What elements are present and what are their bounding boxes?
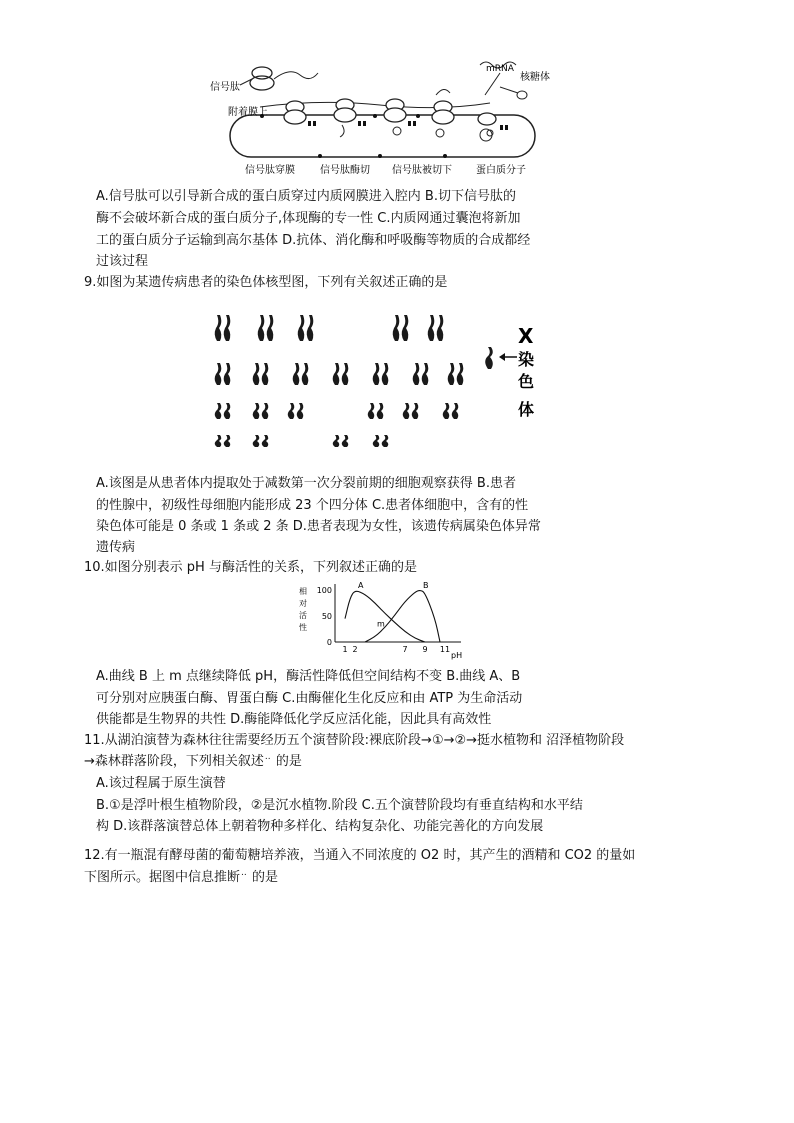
chromosome-39 [262,435,269,447]
label-signal-peptide: 信号肽 [210,82,240,93]
chromosome-26 [253,403,260,419]
chromosome-24 [215,403,222,419]
bound-ribosome-3 [384,99,416,135]
point-label-m: m [377,619,385,629]
chromosome-28 [288,403,295,419]
chromosome-27 [262,403,269,419]
xtick-label: 7 [402,645,408,654]
q12-stem-part-b: 的是 [252,870,279,885]
chromosome-14 [293,363,300,385]
ytick-label: 100 [316,586,332,595]
series-line-B [365,591,440,642]
xtick-label: 11 [439,645,451,654]
chromosome-35 [452,403,459,419]
ylabel-char-4: 性 [299,623,307,632]
q8-option-line-1: A.信号肽可以引导新合成的蛋白质穿过内质网膜进入腔内 B.切下信号肽的 [96,189,516,204]
chromosome-2 [258,315,265,341]
chromosome-16 [333,363,340,385]
chromosome-22 [448,363,455,385]
q12-stem-line-2: 下图所示。据图中信息推断 .. 的是 [84,868,279,885]
q11-option-b: B.①是浮叶根生植物阶段，②是沉水植物.阶段 C.五个演替阶段均有垂直结构和水平结 [96,798,583,813]
q8-option-line-2: 酶不会破坏新合成的蛋白质分子,体现酶的专一性 C.内质网通过囊泡将新加 [96,211,521,226]
chromosome-18 [373,363,380,385]
chromosome-42 [373,435,380,447]
q10-stem: 10.如图分别表示 pH 与酶活性的关系，下列叙述正确的是 [84,560,417,575]
label-attached-membrane: 附着膜上 [228,107,268,118]
q10-option-line-3: 供能都是生物界的共性 D.酶能降低化学反应活化能，因此具有高效性 [96,712,492,727]
bound-ribosome-1 [284,101,316,126]
chromosome-34 [443,403,450,419]
chart-y-label [299,586,307,632]
q11-option-c: 构 D.该群落演替总体上朝着物种多样化、结构复杂化、功能完善化的方向发展 [96,819,544,834]
x-label-char-1: 染 [518,350,535,369]
chromosome-12 [253,363,260,385]
xtick-label: 2 [352,645,358,654]
chromosome-10 [215,363,222,385]
chromosome-19 [382,363,389,385]
chromosome-21 [422,363,429,385]
chromosome-20 [413,363,420,385]
chromosome-6 [393,315,400,341]
chromosome-40 [333,435,340,447]
chromosome-4 [298,315,305,341]
chromosome-groups [215,315,493,447]
xlabel-ph: pH [451,651,463,660]
chromosome-15 [302,363,309,385]
q9-option-line-4: 遗传病 [96,540,136,555]
bound-ribosome-4 [432,89,454,137]
q9-option-line-3: 染色体可能是 0 条或 1 条或 2 条 D.患者表现为女性，该遗传病属染色体异常 [96,519,541,534]
caption-step-4: 蛋白质分子 [476,165,526,176]
ylabel-char-3: 活 [299,611,307,620]
chromosome-38 [253,435,260,447]
q11-stem-line-1: 11.从湖泊演替为森林往往需要经历五个演替阶段:裸底阶段→①→②→挺水植物和 沼泽植物阶段 [84,733,625,748]
chromosome-13 [262,363,269,385]
ylabel-char-1: 相 [299,587,307,596]
chromosome-3 [267,315,274,341]
ytick-label: 0 [326,638,332,647]
ylabel-char-2: 对 [299,599,307,608]
chromosome-29 [297,403,304,419]
chromosome-32 [403,403,410,419]
q12-stem-line-1: 12.有一瓶混有酵母菌的葡萄糖培养液，当通入不同浓度的 O2 时，其产生的酒精和 CO2 的量如 [84,848,636,863]
q9-option-line-2: 的性腺中，初级性母细胞内能形成 23 个四分体 C.患者体细胞中，含有的性 [96,498,529,513]
chromosome-8 [428,315,435,341]
caption-step-3: 信号肽被切下 [392,165,452,176]
x-label-letter: X [518,324,534,348]
chromosome-5 [307,315,314,341]
x-label-char-3: 体 [518,400,535,419]
karyotype-figure [205,305,550,460]
chromosome-11 [224,363,231,385]
signal-peptide-diagram [200,55,560,180]
caption-step-2: 信号肽酶切 [320,165,370,176]
chromosome-7 [402,315,409,341]
label-ribosome: 核糖体 [520,72,550,83]
x-label-char-2: 色 [518,372,535,391]
q9-option-line-1: A.该图是从患者体内提取处于减数第一次分裂前期的细胞观察获得 B.患者 [96,476,516,491]
q9-stem: 9.如图为某遗传病患者的染色体核型图，下列有关叙述正确的是 [84,275,448,290]
chromosome-17 [342,363,349,385]
q10-option-line-1: A.曲线 B 上 m 点继续降低 pH，酶活性降低但空间结构不变 B.曲线 A、B [96,669,521,684]
chromosome-9 [437,315,444,341]
bound-ribosome-2 [334,99,366,137]
chromosome-0 [215,315,222,341]
xtick-label: 9 [422,645,428,654]
chromosome-25 [224,403,231,419]
q11-stem-line-2: →森林群落阶段，下列相关叙述 .. 的是 [84,752,302,769]
q8-option-line-3: 工的蛋白质分子运输到高尔基体 D.抗体、消化酶和呼吸酶等物质的合成都经 [96,233,531,248]
series-line-A [345,591,425,642]
q11-option-a: A.该过程属于原生演替 [96,776,226,791]
chromosome-1 [224,315,231,341]
free-ribosome [240,67,318,90]
q11-stem-part-a: →森林群落阶段，下列相关叙述 [84,754,264,769]
caption-step-1: 信号肽穿膜 [245,165,295,176]
xtick-label: 1 [342,645,348,654]
q12-stem-part-a: 下图所示。据图中信息推断 [84,870,241,885]
chromosome-41 [342,435,349,447]
series-label-A: A [358,581,364,590]
q11-stem-part-b: 的是 [275,754,302,769]
bound-ribosome-5 [478,113,508,141]
chromosome-30 [368,403,375,419]
x-chromosome [485,347,493,369]
chromosome-31 [377,403,384,419]
series-label-B: B [423,581,429,590]
q10-option-line-2: 可分别对应胰蛋白酶、胃蛋白酶 C.由酶催化生化反应和由 ATP 为生命活动 [96,691,523,706]
chromosome-37 [224,435,231,447]
x-chromosome-arrow [499,353,517,361]
ytick-label: 50 [321,612,332,621]
label-mrna: mRNA [486,64,514,74]
q8-option-line-4: 过该过程 [96,254,149,269]
chromosome-36 [215,435,222,447]
chromosome-33 [412,403,419,419]
ph-enzyme-activity-chart [295,580,475,660]
chromosome-23 [457,363,464,385]
chromosome-43 [382,435,389,447]
